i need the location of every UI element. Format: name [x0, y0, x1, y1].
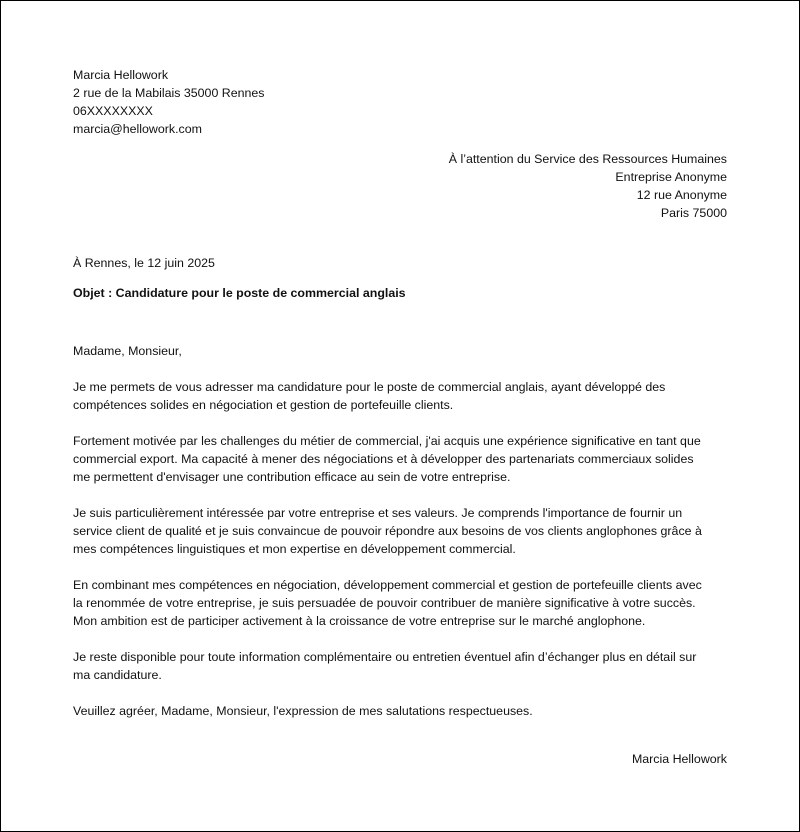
paragraph	[73, 432, 733, 486]
date-line: À Rennes, le 12 juin 2025	[73, 256, 215, 270]
closing-formula	[73, 702, 733, 720]
paragraph-line: me permettent d'envisager une contribution efficace au sein de votre entreprise.	[73, 470, 511, 484]
recipient-street: 12 rue Anonyme	[636, 188, 727, 202]
paragraph-line: Fortement motivée par les challenges du métier de commercial, j'ai acquis une expérience significative en tant que	[73, 434, 701, 448]
sender-block	[73, 66, 265, 138]
paragraph-line: ma candidature.	[73, 668, 162, 682]
recipient-attention: À l’attention du Service des Ressources Humaines	[448, 152, 727, 166]
salutation: Madame, Monsieur,	[73, 344, 182, 358]
paragraph	[73, 648, 733, 684]
paragraph-line: mes compétences linguistiques et mon expertise en développement commercial.	[73, 542, 516, 556]
paragraph	[73, 378, 733, 414]
paragraph-line: Je me permets de vous adresser ma candidature pour le poste de commercial anglais, ayant développé des	[73, 380, 666, 394]
paragraph-line: service client de qualité et je suis convaincue de pouvoir répondre aux besoins de vos clients anglophones grâce à	[73, 524, 702, 538]
paragraph-line: Veuillez agréer, Madame, Monsieur, l'expression de mes salutations respectueuses.	[73, 704, 533, 718]
paragraph	[73, 504, 733, 558]
paragraph-line: compétences solides en négociation et gestion de portefeuille clients.	[73, 398, 454, 412]
paragraph-line: commercial export. Ma capacité à mener des négociations et à développer des partenariats commerciaux solides	[73, 452, 694, 466]
paragraph-line: la renommée de votre entreprise, je suis persuadée de pouvoir contribuer de manière significative à votre succès.	[73, 596, 696, 610]
paragraph-line: Je reste disponible pour toute information complémentaire ou entretien éventuel afin d’échanger plus en détail sur	[73, 650, 697, 664]
recipient-city: Paris 75000	[660, 206, 727, 220]
sender-email: marcia@hellowork.com	[73, 122, 202, 136]
sender-name: Marcia Hellowork	[73, 68, 169, 82]
paragraph-line: Mon ambition est de participer activement à la croissance de votre entreprise sur le marché anglophone.	[73, 614, 646, 628]
paragraph	[73, 576, 733, 630]
letter-body	[73, 342, 733, 738]
paragraph-line: En combinant mes compétences en négociation, développement commercial et gestion de portefeuille clients avec	[73, 578, 702, 592]
subject-line: Objet : Candidature pour le poste de commercial anglais	[73, 286, 406, 300]
sender-address: 2 rue de la Mabilais 35000 Rennes	[73, 86, 265, 100]
recipient-company: Entreprise Anonyme	[615, 170, 727, 184]
recipient-block	[449, 150, 727, 222]
sender-phone: 06XXXXXXXX	[73, 104, 153, 118]
paragraph-line: Je suis particulièrement intéressée par votre entreprise et ses valeurs. Je comprends l'importance de fournir un	[73, 506, 683, 520]
signature: Marcia Hellowork	[631, 752, 727, 766]
